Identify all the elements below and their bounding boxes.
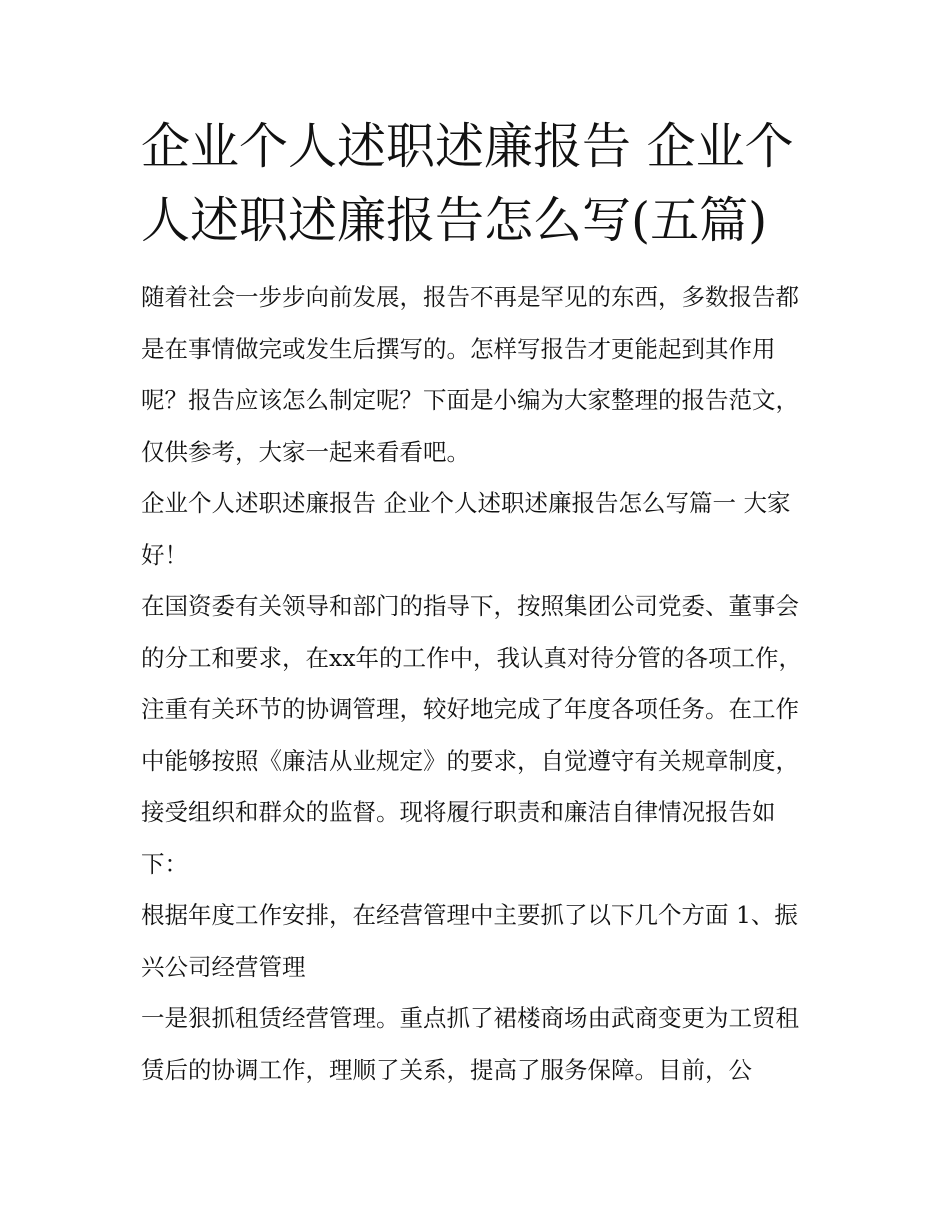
document-title: 企业个人述职述廉报告 企业个人述职述廉报告怎么写(五篇) <box>141 118 794 249</box>
paragraph-leasing: 一是狠抓租赁经营管理。重点抓了裙楼商场由武商变更为工贸租赁后的协调工作，理顺了关系，提高了服务保障。目前，公 <box>141 1004 799 1084</box>
paragraph-intro: 随着社会一步步向前发展，报告不再是罕见的东西，多数报告都是在事情做完或发生后撰写的。怎样写报告才更能起到其作用呢？报告应该怎么制定呢？下面是小编为大家整理的报告范文，仅供参考，大家一起来看看吧。 <box>141 283 799 466</box>
paragraph-heading-one: 企业个人述职述廉报告 企业个人述职述廉报告怎么写篇一 大家好！ <box>141 489 791 569</box>
document-content <box>141 110 813 1096</box>
paragraph-work-focus: 根据年度工作安排，在经营管理中主要抓了以下几个方面 1、振兴公司经营管理 <box>141 901 798 981</box>
paragraph-overview: 在国资委有关领导和部门的指导下，按照集团公司党委、董事会的分工和要求，在xx年的工作中，我认真对待分管的各项工作，注重有关环节的协调管理，较好地完成了年度各项任务。在工作中能够按照《廉洁从业规定》的要求，自觉遵守有关规章制度，接受组织和群众的监督。现将履行职责和廉洁自律情况报告如下： <box>141 592 803 878</box>
document-body <box>141 272 813 1096</box>
